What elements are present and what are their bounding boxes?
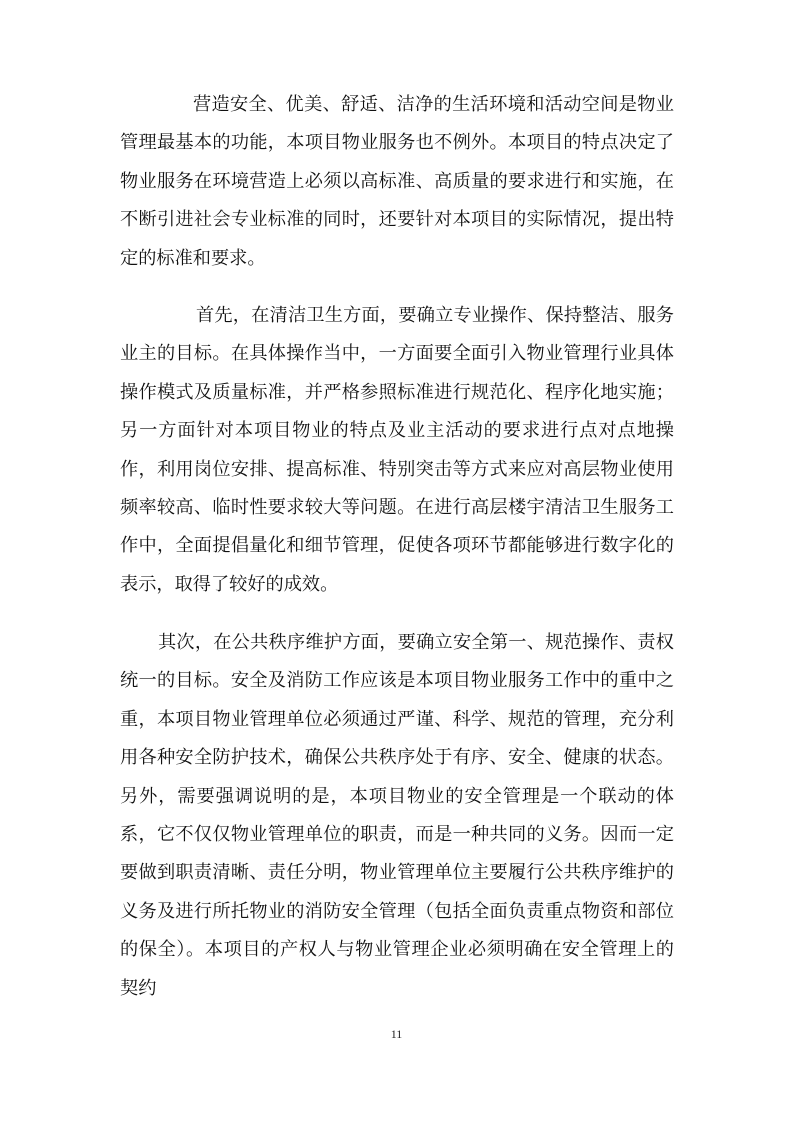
paragraph-public-order: 其次，在公共秩序维护方面，要确立安全第一、规范操作、责权统一的目标。安全及消防工作应该是本项目物业服务工作中的重中之重，本项目物业管理单位必须通过严谨、科学、规范的管理，充分利用各种安全防护技术，确保公共秩序处于有序、安全、健康的状态。另外，需要强调说明的是，本项目物业的安全管理是一个联动的体系，它不仅仅物业管理单位的职责，而是一种共同的义务。因而一定要做到职责清晰、责任分明，物业管理单位主要履行公共秩序维护的义务及进行所托物业的消防安全管理（包括全面负责重点物资和部位的保全）。本项目的产权人与物业管理企业必须明确在安全管理上的契约: [120, 632, 674, 999]
paragraph-cleaning: 首先，在清洁卫生方面，要确立专业操作、保持整洁、服务业主的目标。在具体操作当中，一方面要全面引入物业管理行业具体操作模式及质量标准，并严格参照标准进行规范化、程序化地实施；另一方面针对本项目物业的特点及业主活动的要求进行点对点地操作，利用岗位安排、提高标准、特别突击等方式来应对高层物业使用频率较高、临时性要求较大等问题。在进行高层楼宇清洁卫生服务工作中，全面提倡量化和细节管理，促使各项环节都能够进行数字化的表示，取得了较好的成效。: [120, 305, 674, 595]
page-number: 11: [390, 1027, 403, 1041]
paragraph-environment: 营造安全、优美、舒适、洁净的生活环境和活动空间是物业管理最基本的功能，本项目物业服务也不例外。本项目的特点决定了物业服务在环境营造上必须以高标准、高质量的要求进行和实施，在不断引进社会专业标准的同时，还要针对本项目的实际情况，提出特定的标准和要求。: [120, 94, 674, 269]
